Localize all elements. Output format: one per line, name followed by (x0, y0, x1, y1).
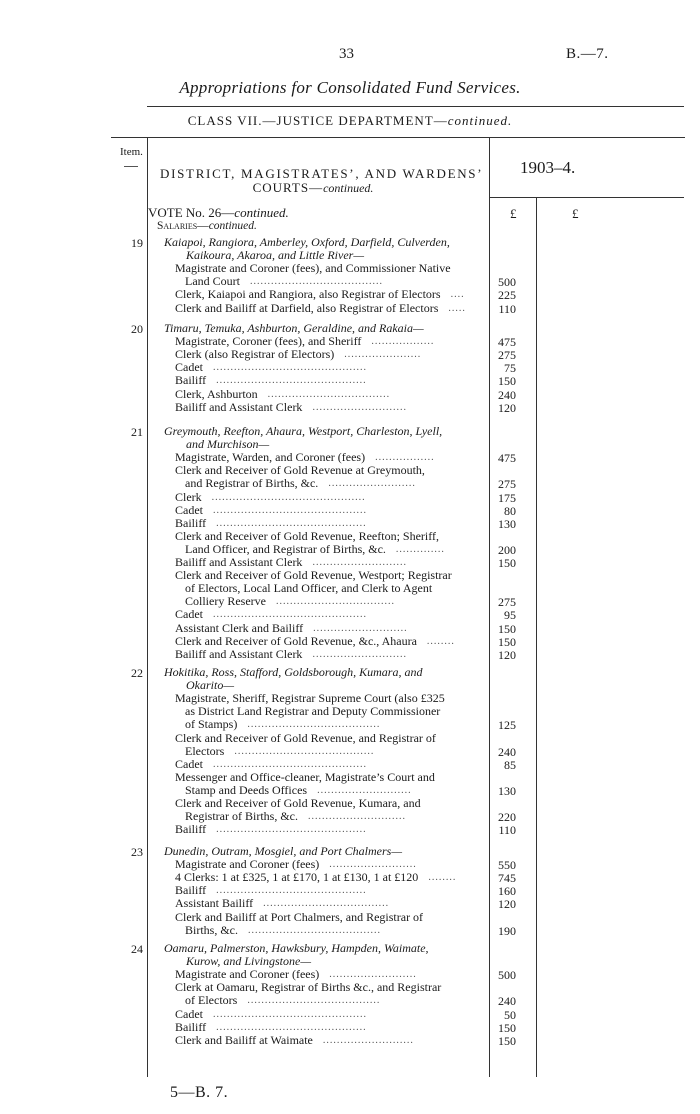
entry-text: Assistant Clerk and Bailiff (175, 620, 304, 635)
pound-sign-column-1: £ (510, 206, 517, 221)
entry-text: Bailiff and Assistant Clerk (175, 646, 303, 661)
amount: 150 (498, 634, 516, 649)
entry-text: Clerk and Receiver of Gold Revenue, and Registrar of (175, 730, 436, 745)
amount: 745 (498, 871, 516, 886)
amount-column-rule-mid (536, 197, 537, 1077)
entry-text: Clerk and Bailiff at Port Chalmers, and Registrar of (175, 909, 424, 924)
amount: 130 (498, 516, 516, 531)
dot-leader: ........................................... (216, 375, 367, 387)
entry-text: Magistrate, Coroner (fees), and Sheriff (175, 334, 362, 349)
amount: 110 (498, 823, 516, 838)
amount: 85 (504, 757, 516, 772)
entry-text: Colliery Reserve (185, 594, 266, 609)
entry-text: Births, &c. (185, 922, 238, 937)
year-header-rule (490, 197, 684, 198)
entry-text: Bailiff (175, 515, 207, 530)
entry-text: Bailiff and Assistant Clerk (175, 399, 303, 414)
entry-text: as District Land Registrar and Deputy Commissioner (185, 704, 441, 719)
dot-leader: ...................................... (247, 719, 381, 731)
dot-leader: ............................................ (213, 504, 367, 516)
entry-text: Land Court (185, 274, 240, 289)
section-heading: Okarito— (186, 678, 234, 693)
dot-leader: ........................... (312, 648, 407, 660)
section-heading: Kaiapoi, Rangiora, Amberley, Oxford, Darfield, Culverden, (164, 235, 450, 249)
dot-leader: ...................................... (247, 995, 381, 1007)
division-heading-continued: COURTS—continued. (252, 180, 374, 195)
section-heading: Kaikoura, Akaroa, and Little River— (186, 248, 364, 263)
amount: 95 (504, 608, 516, 623)
entry-text: Clerk and Bailiff at Darfield, also Registrar of Electors (175, 300, 439, 315)
dot-leader: ..... (448, 302, 466, 314)
amount: 275 (498, 348, 516, 363)
amount: 120 (498, 400, 516, 415)
dot-leader: .................................. (275, 596, 395, 608)
page-footer: 5—B. 7. (170, 1084, 229, 1101)
dot-leader: ........................................... (216, 885, 367, 897)
dot-leader: .............. (395, 543, 445, 555)
entry-text: Messenger and Office-cleaner, Magistrate’s Court and (175, 769, 435, 784)
entry-text: Land Officer, and Registrar of Births, &c. (185, 541, 386, 556)
amount: 110 (498, 301, 516, 316)
entry-text: of Electors (185, 993, 238, 1008)
class-heading: CLASS VII.—JUSTICE DEPARTMENT—continued. (187, 113, 513, 128)
table-top-rule (111, 137, 685, 138)
amount: 240 (498, 744, 516, 759)
entry-text: Magistrate, Sheriff, Registrar Supreme Court (also £325 (175, 691, 445, 706)
amount: 500 (498, 968, 516, 983)
entry-text: 4 Clerks: 1 at £325, 1 at £170, 1 at £130, 1 at £120 (175, 870, 419, 885)
item-number: 20 (131, 322, 143, 336)
entry-text: Cadet (175, 756, 203, 771)
amount: 220 (498, 810, 516, 825)
dot-leader: ........................................... (216, 1021, 367, 1033)
amount: 120 (498, 897, 516, 912)
item-header-dash (124, 166, 138, 167)
entry-text: Electors (185, 743, 225, 758)
entry-text: Clerk, Kaiapoi and Rangiora, also Registrar of Electors (175, 287, 441, 302)
amount: 120 (498, 647, 516, 662)
entry-text: Magistrate and Coroner (fees) (175, 967, 320, 982)
amount: 550 (498, 858, 516, 873)
amount: 125 (498, 718, 516, 733)
entry-text: Bailiff (175, 883, 207, 898)
dot-leader: ............................................ (213, 362, 367, 374)
section-heading: Dunedin, Outram, Mosgiel, and Port Chalmers— (164, 844, 402, 858)
document-reference: B.—7. (566, 46, 609, 62)
amount: 500 (498, 275, 516, 290)
entry-text: Magistrate and Coroner (fees) (175, 857, 320, 872)
entry-text: Assistant Bailiff (175, 896, 254, 911)
amount: 240 (498, 387, 516, 402)
entry-text: Clerk and Receiver of Gold Revenue, Westport; Registrar (175, 568, 452, 583)
year-column-header: 1903–4. (520, 158, 576, 177)
item-column-header: Item. (120, 146, 143, 158)
dot-leader: ...................... (344, 349, 422, 361)
amount: 80 (504, 503, 516, 518)
entry-text: Clerk and Receiver of Gold Revenue, Kumara, and (175, 796, 421, 810)
entry-text: Clerk at Oamaru, Registrar of Births &c., and Registrar (175, 980, 442, 995)
dot-leader: .................................... (263, 898, 390, 910)
section-heading: Kurow, and Livingstone— (186, 954, 312, 969)
section-heading: Timaru, Temuka, Ashburton, Geraldine, and Rakaia— (164, 321, 424, 335)
entry-text: Cadet (175, 360, 203, 375)
amount: 150 (498, 1020, 516, 1035)
amount: 275 (498, 477, 516, 492)
dot-leader: .................. (371, 336, 435, 348)
amount: 75 (504, 361, 516, 376)
amount: 275 (498, 595, 516, 610)
entry-text: Clerk, Ashburton (175, 386, 258, 401)
entry-text: Clerk and Receiver of Gold Revenue at Greymouth, (175, 463, 425, 478)
item-number: 24 (131, 942, 143, 956)
entry-text: Cadet (175, 1006, 203, 1021)
item-number: 23 (131, 845, 143, 859)
dot-leader: ........................... (313, 622, 408, 634)
dot-leader: ........................... (312, 401, 407, 413)
dot-leader: ......................... (328, 478, 416, 490)
amount: 150 (498, 374, 516, 389)
amount: 150 (498, 621, 516, 636)
section-heading: Oamaru, Palmerston, Hawksbury, Hampden, Waimate, (164, 941, 429, 955)
dot-leader: ............................................ (213, 758, 367, 770)
entry-text: Clerk and Receiver of Gold Revenue, &c., Ahaura (175, 633, 417, 648)
entry-text: Cadet (175, 607, 203, 622)
item-column-rule (147, 137, 148, 1077)
amount: 175 (498, 490, 516, 505)
dot-leader: ................................... (267, 388, 391, 400)
section-heading: Greymouth, Reefton, Ahaura, Westport, Charleston, Lyell, (164, 424, 443, 438)
entry-text: Clerk and Receiver of Gold Revenue, Reefton; Sheriff, (175, 528, 440, 543)
title-rule (147, 106, 684, 107)
entry-text: Bailiff (175, 1019, 207, 1034)
dot-leader: ...................................... (250, 276, 383, 288)
amount: 160 (498, 884, 516, 899)
salaries-heading: Salaries—continued. (157, 220, 257, 232)
amount: 240 (498, 994, 516, 1009)
entry-text: of Stamps) (185, 717, 238, 732)
dot-leader: ......................... (329, 969, 417, 981)
dot-leader: ........................... (317, 784, 412, 796)
item-number: 21 (131, 425, 143, 439)
entry-text: Clerk and Bailiff at Waimate (175, 1032, 313, 1047)
dot-leader: ............................................ (211, 491, 366, 503)
dot-leader: ............................ (307, 811, 406, 823)
dot-leader: .... (450, 289, 465, 301)
dot-leader: ........................................... (216, 824, 367, 836)
amount: 475 (498, 335, 516, 350)
page-title: Appropriations for Consolidated Fund Services. (179, 78, 521, 97)
dot-leader: .......................... (322, 1034, 414, 1046)
entry-text: Magistrate and Coroner (fees), and Commissioner Native (175, 261, 451, 276)
entry-text: Registrar of Births, &c. (185, 809, 298, 824)
entry-text: Cadet (175, 502, 203, 517)
entry-text: Clerk (also Registrar of Electors) (175, 347, 335, 362)
amount: 150 (498, 1033, 516, 1048)
dot-leader: ........ (428, 872, 457, 884)
division-heading: DISTRICT, MAGISTRATES’, AND WARDENS’ (160, 166, 484, 181)
entry-text: Bailiff and Assistant Clerk (175, 555, 303, 569)
dot-leader: ........................................ (234, 745, 375, 757)
entry-text: of Electors, Local Land Officer, and Clerk to Agent (185, 581, 433, 596)
dot-leader: ...................................... (248, 924, 381, 936)
entry-text: Stamp and Deeds Offices (185, 782, 308, 797)
vote-heading: VOTE No. 26—continued. (148, 205, 289, 220)
section-heading: Hokitika, Ross, Stafford, Goldsborough, Kumara, and (164, 665, 423, 679)
item-number: 19 (131, 236, 143, 250)
pound-sign-column-2: £ (572, 206, 579, 221)
entry-text: Bailiff (175, 822, 207, 837)
amount: 200 (498, 542, 516, 557)
dot-leader: ................. (375, 452, 435, 464)
amount: 190 (498, 923, 516, 938)
amount: 150 (498, 556, 516, 570)
amount: 475 (498, 451, 516, 466)
section-heading: and Murchison— (186, 437, 270, 452)
page-number: 33 (339, 46, 354, 62)
dot-leader: ........ (426, 635, 455, 647)
amount: 130 (498, 783, 516, 798)
dot-leader: ........................... (312, 557, 407, 568)
entry-text: and Registrar of Births, &c. (185, 476, 319, 491)
amount: 225 (498, 288, 516, 303)
dot-leader: ......................... (329, 859, 417, 871)
entry-text: Clerk (175, 489, 202, 504)
item-number: 22 (131, 666, 143, 680)
amount: 50 (504, 1007, 516, 1022)
entry-text: Magistrate, Warden, and Coroner (fees) (175, 450, 366, 465)
dot-leader: ............................................ (213, 1008, 367, 1020)
entry-text: Bailiff (175, 373, 207, 388)
dot-leader: ........................................... (216, 517, 367, 529)
dot-leader: ............................................ (213, 609, 367, 621)
